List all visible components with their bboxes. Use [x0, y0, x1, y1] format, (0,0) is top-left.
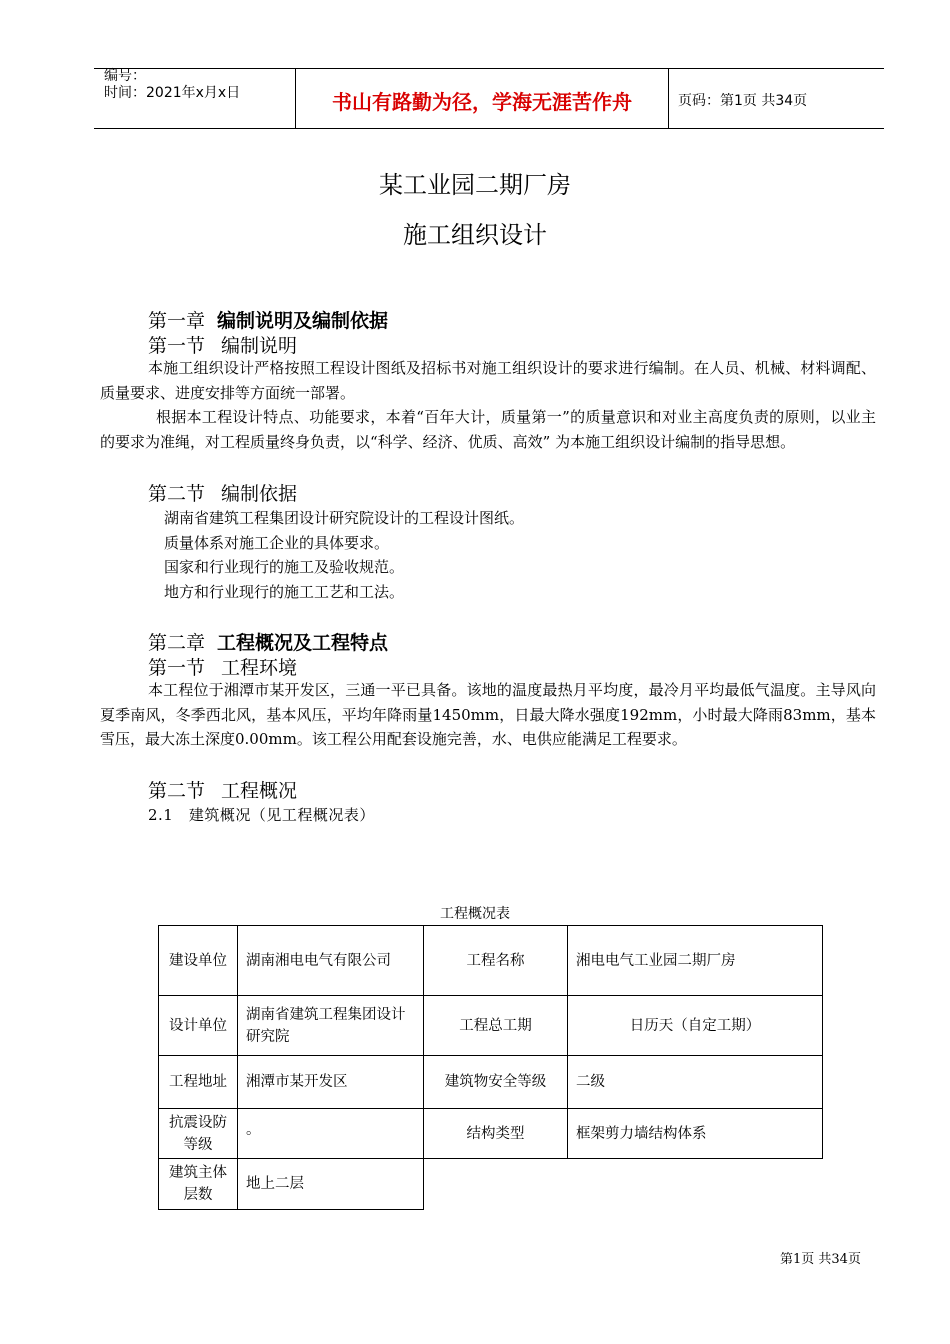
- ch1-section-1-number: 第一节: [148, 335, 206, 357]
- table-cell: 工程地址: [159, 1056, 238, 1109]
- ch2-s1-paragraph: 本工程位于湘潭市某开发区，三通一平已具备。该地的温度最热月平均度，最冷月平均最低气温度。主导风向夏季南风，冬季西北风，基本风压，平均年降雨量1450mm，日最大降水强度192mm，小时最大降雨83mm，基本雪压，最大冻土深度0.00mm。该工程公用配套设施完善，水、电供应能满足工程要求。: [100, 681, 876, 748]
- table-cell: [424, 1159, 568, 1210]
- table-cell: 框架剪力墙结构体系: [568, 1109, 823, 1159]
- table-cell: [568, 1159, 823, 1210]
- ch2-section-2-heading: [148, 776, 297, 803]
- chapter-2-name: 工程概况及工程特点: [217, 632, 389, 654]
- header-page-info: 页码：第1页 共34页: [678, 93, 808, 109]
- table-cell: 工程总工期: [424, 996, 568, 1056]
- table-caption: 工程概况表: [440, 906, 510, 922]
- chapter-2-heading: [148, 628, 388, 655]
- table-cell: 地上二层: [238, 1159, 424, 1210]
- ch2-section-1-name: 工程环境: [221, 657, 298, 679]
- table-row: [159, 1056, 823, 1109]
- header-number-label: 编号：: [104, 68, 146, 84]
- ch1-section-1-heading: [148, 331, 297, 358]
- document-title-line1: 某工业园二期厂房: [379, 171, 571, 199]
- table-cell: 湖南省建筑工程集团设计研究院: [238, 996, 424, 1056]
- ch1-s1-paragraph-1: 本施工组织设计严格按照工程设计图纸及招标书对施工组织设计的要求进行编制。在人员、机械、材料调配、质量要求、进度安排等方面统一部署。: [100, 359, 876, 402]
- table-cell: 建设单位: [159, 926, 238, 996]
- ch2-section-2-name: 工程概况: [221, 780, 298, 802]
- project-overview-table: [158, 925, 823, 1210]
- chapter-1-name: 编制说明及编制依据: [217, 310, 389, 332]
- basis-item: 湖南省建筑工程集团设计研究院设计的工程设计图纸。: [164, 509, 525, 527]
- chapter-1-heading: [148, 306, 388, 333]
- table-cell: 工程名称: [424, 926, 568, 996]
- table-cell: 建筑物安全等级: [424, 1056, 568, 1109]
- basis-item: 地方和行业现行的施工工艺和工法。: [164, 583, 405, 601]
- header-divider-2: [668, 69, 669, 129]
- header-time-label: 时间：2021年x月x日: [104, 85, 241, 101]
- chapter-2-number: 第二章: [148, 632, 206, 654]
- table-cell: 设计单位: [159, 996, 238, 1056]
- chapter-1-number: 第一章: [148, 310, 206, 332]
- table-cell: 日历天（自定工期）: [568, 996, 823, 1056]
- ch1-s1-paragraph-2: 根据本工程设计特点、功能要求，本着“百年大计，质量第一”的质量意识和对业主高度负责的原则，以业主的要求为准绳，对工程质量终身负责，以“科学、经济、优质、高效” 为本施工组织设计编制的指导思想。: [100, 408, 876, 451]
- ch1-section-2-heading: [148, 479, 297, 506]
- table-cell: 二级: [568, 1056, 823, 1109]
- footer-page-number: 第1页 共34页: [780, 1252, 861, 1267]
- document-title-line2: 施工组织设计: [403, 221, 547, 249]
- header-motto: 书山有路勤为径，学海无涯苦作舟: [332, 90, 632, 114]
- table-cell: 抗震设防等级: [159, 1109, 238, 1159]
- header-bottom-rule: [94, 128, 884, 129]
- ch2-s2-subitem-2-1: 2.1 建筑概况（见工程概况表）: [148, 806, 375, 824]
- table-row: [159, 926, 823, 996]
- table-cell: 湖南湘电电气有限公司: [238, 926, 424, 996]
- table-cell: 结构类型: [424, 1109, 568, 1159]
- ch2-section-1-heading: [148, 653, 297, 680]
- ch1-section-2-name: 编制依据: [221, 483, 298, 505]
- header-meta: [104, 68, 240, 102]
- table-cell: 。: [238, 1109, 424, 1159]
- ch1-section-1-name: 编制说明: [221, 335, 298, 357]
- table-cell: 湘潭市某开发区: [238, 1056, 424, 1109]
- table-cell: 湘电电气工业园二期厂房: [568, 926, 823, 996]
- basis-item: 国家和行业现行的施工及验收规范。: [164, 558, 405, 576]
- ch2-section-1-number: 第一节: [148, 657, 206, 679]
- table-row: [159, 1159, 823, 1210]
- table-row: [159, 1109, 823, 1159]
- basis-item: 质量体系对施工企业的具体要求。: [164, 534, 390, 552]
- table-cell: 建筑主体层数: [159, 1159, 238, 1210]
- table-row: [159, 996, 823, 1056]
- ch1-section-2-number: 第二节: [148, 483, 206, 505]
- ch2-section-2-number: 第二节: [148, 780, 206, 802]
